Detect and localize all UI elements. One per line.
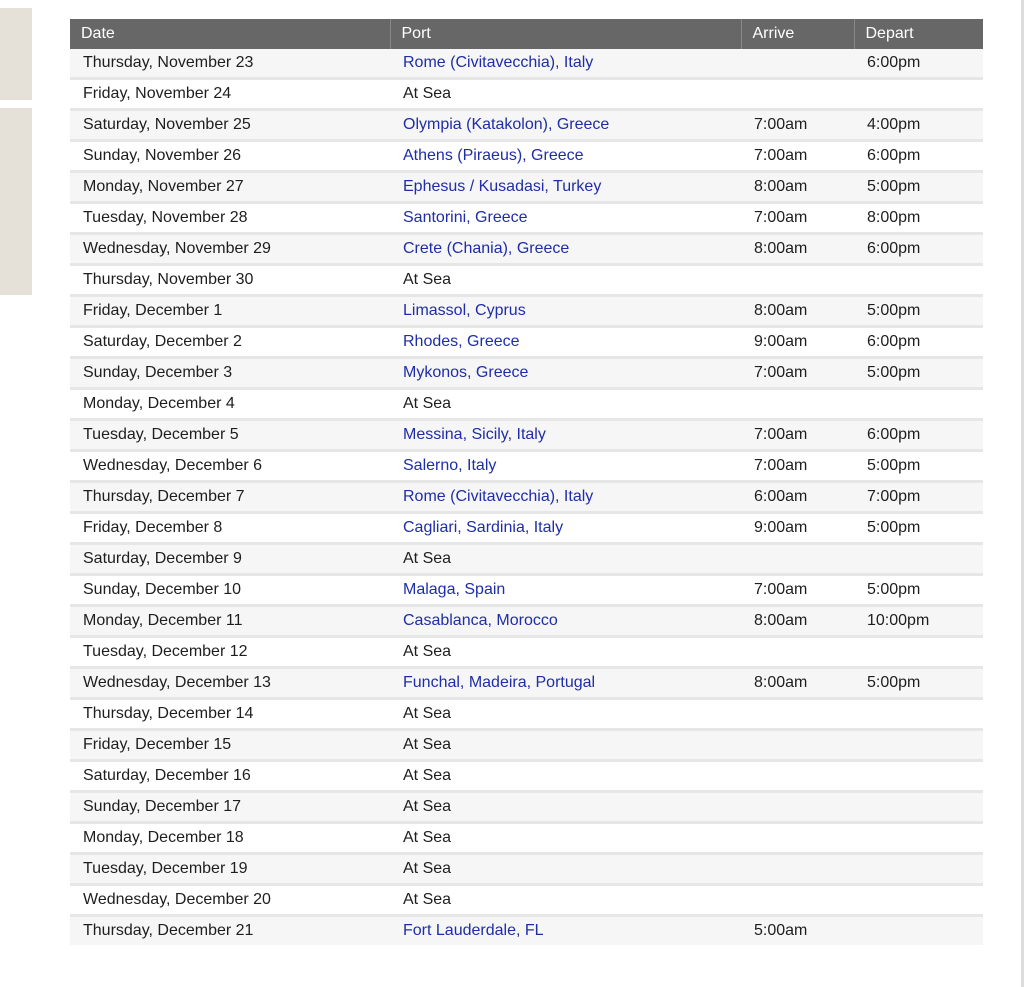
cell-port [390, 544, 741, 575]
table-row [70, 234, 983, 265]
port-link[interactable]: Salerno, Italy [403, 457, 497, 474]
port-link[interactable]: Funchal, Madeira, Portugal [403, 674, 596, 691]
cell-port [390, 141, 741, 172]
cell-depart [854, 699, 983, 730]
table-row [70, 699, 983, 730]
left-panel-block-bottom [0, 108, 32, 295]
port-label: At Sea [403, 395, 452, 412]
table-row [70, 916, 983, 946]
cell-depart [854, 854, 983, 885]
left-panel-block-top [0, 8, 32, 100]
table-row [70, 668, 983, 699]
port-link[interactable]: Cagliari, Sardinia, Italy [403, 519, 564, 536]
cell-arrive: 8:00am [741, 296, 854, 327]
port-link[interactable]: Fort Lauderdale, FL [403, 922, 544, 939]
column-header-port: Port [390, 19, 741, 49]
port-label: At Sea [403, 85, 452, 102]
cell-arrive: 7:00am [741, 451, 854, 482]
port-link[interactable]: Crete (Chania), Greece [403, 240, 570, 257]
cell-arrive: 7:00am [741, 575, 854, 606]
cell-arrive: 8:00am [741, 172, 854, 203]
table-row [70, 854, 983, 885]
cell-depart: 5:00pm [854, 575, 983, 606]
port-link[interactable]: Rome (Civitavecchia), Italy [403, 488, 594, 505]
cell-port [390, 823, 741, 854]
cell-date: Wednesday, November 29 [70, 234, 390, 265]
port-label: At Sea [403, 829, 452, 846]
table-row [70, 606, 983, 637]
cell-depart [854, 761, 983, 792]
cell-date: Wednesday, December 20 [70, 885, 390, 916]
cell-port [390, 79, 741, 110]
cell-arrive: 6:00am [741, 482, 854, 513]
cell-port [390, 761, 741, 792]
cell-depart: 6:00pm [854, 420, 983, 451]
cell-arrive: 7:00am [741, 203, 854, 234]
cell-arrive [741, 544, 854, 575]
cell-date: Thursday, December 7 [70, 482, 390, 513]
cell-depart: 7:00pm [854, 482, 983, 513]
port-link[interactable]: Malaga, Spain [403, 581, 506, 598]
table-row [70, 49, 983, 79]
cell-port [390, 389, 741, 420]
cell-arrive: 7:00am [741, 420, 854, 451]
cell-arrive: 9:00am [741, 327, 854, 358]
table-row [70, 389, 983, 420]
cell-depart [854, 637, 983, 668]
cell-port [390, 451, 741, 482]
cell-depart: 4:00pm [854, 110, 983, 141]
port-link[interactable]: Mykonos, Greece [403, 364, 529, 381]
cell-port [390, 885, 741, 916]
table-row [70, 637, 983, 668]
cell-date: Monday, December 18 [70, 823, 390, 854]
cell-date: Friday, December 8 [70, 513, 390, 544]
cell-depart: 5:00pm [854, 296, 983, 327]
cell-arrive: 5:00am [741, 916, 854, 946]
cell-arrive: 9:00am [741, 513, 854, 544]
cell-port [390, 606, 741, 637]
cell-port [390, 575, 741, 606]
table-row [70, 327, 983, 358]
cell-depart: 6:00pm [854, 234, 983, 265]
cell-arrive [741, 823, 854, 854]
cell-depart: 6:00pm [854, 141, 983, 172]
cell-date: Saturday, December 16 [70, 761, 390, 792]
port-link[interactable]: Rome (Civitavecchia), Italy [403, 54, 594, 71]
table-row [70, 575, 983, 606]
cell-depart [854, 730, 983, 761]
cell-arrive [741, 730, 854, 761]
cell-depart [854, 916, 983, 946]
port-link[interactable]: Limassol, Cyprus [403, 302, 526, 319]
cell-port [390, 296, 741, 327]
cell-arrive: 8:00am [741, 668, 854, 699]
cell-date: Saturday, November 25 [70, 110, 390, 141]
cell-depart: 10:00pm [854, 606, 983, 637]
cell-date: Sunday, December 10 [70, 575, 390, 606]
table-row [70, 544, 983, 575]
cell-port [390, 110, 741, 141]
table-row [70, 513, 983, 544]
cell-date: Tuesday, November 28 [70, 203, 390, 234]
cell-port [390, 265, 741, 296]
cell-date: Thursday, December 14 [70, 699, 390, 730]
cell-depart [854, 885, 983, 916]
table-row [70, 885, 983, 916]
port-label: At Sea [403, 736, 452, 753]
cell-arrive [741, 761, 854, 792]
port-label: At Sea [403, 271, 452, 288]
cell-arrive [741, 854, 854, 885]
cell-port [390, 358, 741, 389]
cell-arrive: 7:00am [741, 110, 854, 141]
cell-date: Saturday, December 9 [70, 544, 390, 575]
port-link[interactable]: Rhodes, Greece [403, 333, 520, 350]
cell-arrive [741, 389, 854, 420]
port-link[interactable]: Santorini, Greece [403, 209, 528, 226]
cell-port [390, 699, 741, 730]
cell-arrive: 7:00am [741, 358, 854, 389]
cell-port [390, 854, 741, 885]
cell-date: Wednesday, December 13 [70, 668, 390, 699]
port-label: At Sea [403, 643, 452, 660]
cell-date: Tuesday, December 12 [70, 637, 390, 668]
port-link[interactable]: Ephesus / Kusadasi, Turkey [403, 178, 602, 195]
cell-date: Sunday, November 26 [70, 141, 390, 172]
cell-port [390, 637, 741, 668]
cell-port [390, 420, 741, 451]
table-row [70, 203, 983, 234]
cell-date: Thursday, November 23 [70, 49, 390, 79]
port-link[interactable]: Messina, Sicily, Italy [403, 426, 546, 443]
port-label: At Sea [403, 550, 452, 567]
port-label: At Sea [403, 767, 452, 784]
cell-date: Saturday, December 2 [70, 327, 390, 358]
table-row [70, 420, 983, 451]
cell-depart [854, 823, 983, 854]
cell-port [390, 234, 741, 265]
cell-depart: 5:00pm [854, 451, 983, 482]
cell-port [390, 482, 741, 513]
cell-depart [854, 792, 983, 823]
cell-arrive [741, 49, 854, 79]
cell-arrive [741, 699, 854, 730]
cell-depart: 5:00pm [854, 172, 983, 203]
port-link[interactable]: Athens (Piraeus), Greece [403, 147, 584, 164]
cell-port [390, 172, 741, 203]
cell-port [390, 730, 741, 761]
cell-port [390, 668, 741, 699]
cell-depart: 6:00pm [854, 49, 983, 79]
cell-depart [854, 79, 983, 110]
table-row [70, 296, 983, 327]
cell-arrive: 7:00am [741, 141, 854, 172]
cell-arrive [741, 637, 854, 668]
cell-depart [854, 265, 983, 296]
table-row [70, 358, 983, 389]
cell-date: Wednesday, December 6 [70, 451, 390, 482]
header-row [70, 19, 983, 49]
cell-port [390, 49, 741, 79]
cell-arrive [741, 79, 854, 110]
port-link[interactable]: Olympia (Katakolon), Greece [403, 116, 610, 133]
table-row [70, 141, 983, 172]
cell-arrive: 8:00am [741, 606, 854, 637]
cell-depart [854, 389, 983, 420]
cell-date: Monday, December 4 [70, 389, 390, 420]
cell-port [390, 792, 741, 823]
cell-depart: 6:00pm [854, 327, 983, 358]
table-row [70, 792, 983, 823]
cell-date: Tuesday, December 5 [70, 420, 390, 451]
cell-date: Thursday, November 30 [70, 265, 390, 296]
table-row [70, 265, 983, 296]
cell-date: Friday, December 1 [70, 296, 390, 327]
itinerary-table [70, 19, 983, 945]
cell-date: Friday, December 15 [70, 730, 390, 761]
port-link[interactable]: Casablanca, Morocco [403, 612, 558, 629]
table-row [70, 482, 983, 513]
table-row [70, 451, 983, 482]
cell-date: Monday, December 11 [70, 606, 390, 637]
cell-date: Friday, November 24 [70, 79, 390, 110]
table-row [70, 730, 983, 761]
column-header-date: Date [70, 19, 390, 49]
port-label: At Sea [403, 798, 452, 815]
cell-arrive [741, 265, 854, 296]
cell-date: Sunday, December 3 [70, 358, 390, 389]
table-row [70, 110, 983, 141]
cell-arrive: 8:00am [741, 234, 854, 265]
column-header-arrive: Arrive [741, 19, 854, 49]
cell-depart: 5:00pm [854, 513, 983, 544]
port-label: At Sea [403, 860, 452, 877]
cell-depart [854, 544, 983, 575]
port-label: At Sea [403, 891, 452, 908]
cell-port [390, 916, 741, 946]
column-header-depart: Depart [854, 19, 983, 49]
cell-port [390, 513, 741, 544]
cell-date: Tuesday, December 19 [70, 854, 390, 885]
itinerary-body [70, 49, 983, 945]
cell-date: Thursday, December 21 [70, 916, 390, 946]
cell-port [390, 203, 741, 234]
cell-date: Monday, November 27 [70, 172, 390, 203]
cell-arrive [741, 792, 854, 823]
cell-arrive [741, 885, 854, 916]
cell-date: Sunday, December 17 [70, 792, 390, 823]
table-row [70, 823, 983, 854]
table-row [70, 79, 983, 110]
cell-depart: 5:00pm [854, 358, 983, 389]
cell-port [390, 327, 741, 358]
cell-depart: 5:00pm [854, 668, 983, 699]
cell-depart: 8:00pm [854, 203, 983, 234]
port-label: At Sea [403, 705, 452, 722]
table-row [70, 172, 983, 203]
itinerary-header [70, 19, 983, 49]
table-row [70, 761, 983, 792]
